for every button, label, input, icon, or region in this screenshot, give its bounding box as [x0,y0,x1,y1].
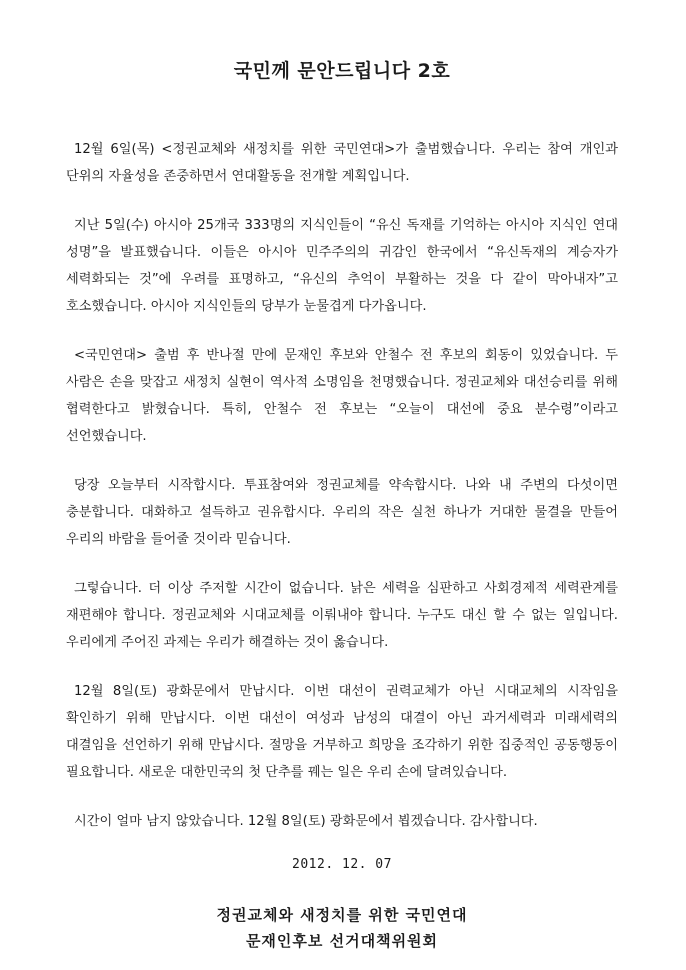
paragraph-5: 그렇습니다. 더 이상 주저할 시간이 없습니다. 낡은 세력을 심판하고 사회경제적 세력관계를 재편해야 합니다. 정권교체와 시대교체를 이뤄내야 합니다. 누구도 대신 할 수 없는 일입니다. 우리에게 주어진 과제는 우리가 해결하는 것이 옳습니다. [66,581,618,650]
paragraph-7: 시간이 얼마 남지 않았습니다. 12월 8일(토) 광화문에서 뵙겠습니다. 감사합니다. [74,814,538,829]
paragraph-1: 12월 6일(목) <정권교체와 새정치를 위한 국민연대>가 출범했습니다. 우리는 참여 개인과 단위의 자율성을 존중하면서 연대활동을 전개할 계획입니다. [66,142,618,184]
signature-organization: 정권교체와 새정치를 위한 국민연대 [216,906,468,924]
document-title: 국민께 문안드립니다 2호 [233,60,451,82]
paragraph-4: 당장 오늘부터 시작합시다. 투표참여와 정권교체를 약속합시다. 나와 내 주변의 다섯이면 충분합니다. 대화하고 설득하고 권유합시다. 우리의 작은 실천 하나가 거대한 물결을 만들어 우리의 바람을 들어줄 것이라 믿습니다. [66,478,618,547]
paragraph-3: <국민연대> 출범 후 반나절 만에 문재인 후보와 안철수 전 후보의 회동이 있었습니다. 두 사람은 손을 맞잡고 새정치 실현이 역사적 소명임을 천명했습니다. 정권교체와 대선승리를 위해 협력한다고 밝혔습니다. 특히, 안철수 전 후보는 “오늘이 대선에 중요 분수령”이라고 선언했습니다. [66,348,618,444]
document-date: 2012. 12. 07 [292,857,392,872]
signature-committee: 문재인후보 선거대책위원회 [245,932,439,950]
paragraph-2: 지난 5일(수) 아시아 25개국 333명의 지식인들이 “유신 독재를 기억하는 아시아 지식인 연대 성명”을 발표했습니다. 이들은 아시아 민주주의의 귀감인 한국에서 “유신독재의 계승자가 세력화되는 것”에 우려를 표명하고, “유신의 추억이 부활하는 것을 다 같이 막아내자”고 호소했습니다. 아시아 지식인들의 당부가 눈물겹게 다가옵니다. [66,218,618,314]
paragraph-6: 12월 8일(토) 광화문에서 만납시다. 이번 대선이 권력교체가 아닌 시대교체의 시작임을 확인하기 위해 만납시다. 이번 대선이 여성과 남성의 대결이 아닌 과거세력과 미래세력의 대결임을 선언하기 위해 만납시다. 절망을 거부하고 희망을 조각하기 위한 집중적인 공동행동이 필요합니다. 새로운 대한민국의 첫 단추를 꿰는 일은 우리 손에 달려있습니다. [66,684,618,780]
